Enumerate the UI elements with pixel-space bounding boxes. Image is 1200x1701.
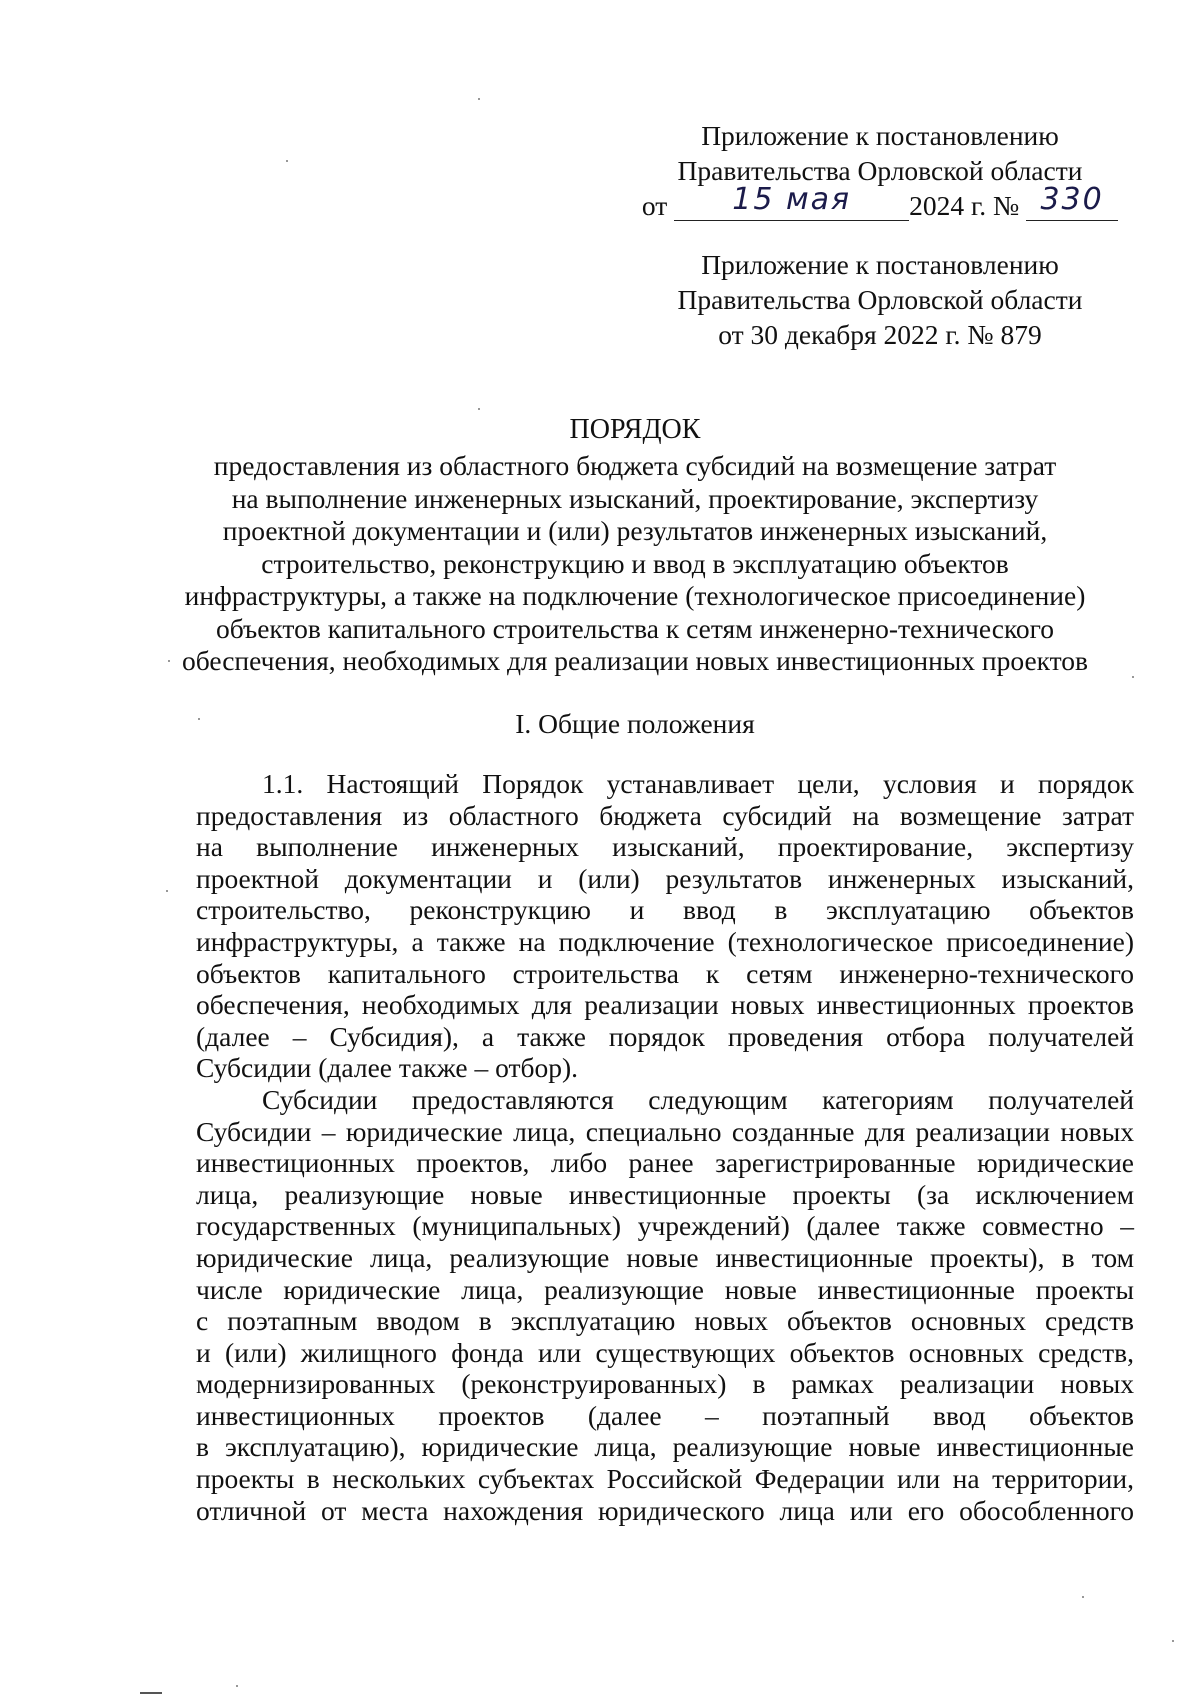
body-line: 1.1. Настоящий Порядок устанавливает цели, условия и порядок	[262, 768, 1134, 799]
body-line: и (или) жилищного фонда или существующих объектов основных средств,	[196, 1336, 1134, 1368]
body-line: предоставления из областного бюджета субсидий на возмещение затрат	[196, 799, 1134, 831]
scan-speck	[1082, 1596, 1084, 1598]
body-line: государственных (муниципальных) учреждений) (далее также совместно –	[196, 1210, 1134, 1242]
title-line: объектов капитального строительства к сетям инженерно-технического	[215, 612, 1055, 644]
title-line: инфраструктуры, а также на подключение (технологическое присоединение)	[184, 580, 1086, 611]
section-heading: I. Общие положения	[515, 708, 755, 739]
body-text	[196, 768, 1134, 1526]
approval-block-new	[600, 118, 1160, 223]
approval-block-old	[600, 247, 1160, 352]
scan-speck	[168, 660, 170, 662]
scan-speck	[236, 1685, 238, 1687]
scan-speck	[1132, 676, 1134, 678]
handwritten-number-field	[1026, 182, 1118, 221]
title-line: проектной документации и (или) результатов инженерных изысканий,	[222, 515, 1048, 546]
body-line: модернизированных (реконструированных) в рамках реализации новых	[196, 1368, 1134, 1400]
body-line: отличной от места нахождения юридического лица или его обособленного	[196, 1494, 1134, 1526]
approval-old-line-3: от 30 декабря 2022 г. № 879	[718, 319, 1042, 350]
body-line: лица, реализующие новые инвестиционные проекты (за исключением	[196, 1178, 1134, 1210]
date-prefix: от	[641, 190, 668, 221]
scan-speck	[1172, 1640, 1174, 1642]
body-line: инвестиционных проектов (далее – поэтапный ввод объектов	[196, 1399, 1134, 1431]
approval-date-line	[600, 182, 1160, 223]
scan-speck	[478, 408, 480, 410]
body-line: обеспечения, необходимых для реализации новых инвестиционных проектов	[196, 989, 1134, 1021]
body-line: инвестиционных проектов, либо ранее зарегистрированные юридические	[196, 1147, 1134, 1179]
body-line: Субсидии (далее также – отбор).	[196, 1052, 579, 1084]
title-line: обеспечения, необходимых для реализации новых инвестиционных проектов	[181, 645, 1089, 676]
body-line: Субсидии предоставляются следующим категориям получателей	[262, 1083, 1134, 1115]
approval-line-1: Приложение к постановлению	[701, 120, 1059, 151]
scan-speck	[166, 890, 168, 892]
body-line: проекты в нескольких субъектах Российской Федерации или на территории,	[196, 1463, 1134, 1495]
title-line: строительство, реконструкцию и ввод в эксплуатацию объектов	[261, 547, 1009, 579]
scan-speck	[286, 160, 288, 162]
body-line: Субсидии – юридические лица, специально созданные для реализации новых	[196, 1115, 1134, 1147]
body-line: (далее – Субсидия), а также порядок проведения отбора получателей	[196, 1020, 1134, 1052]
title-line: на выполнение инженерных изысканий, проектирование, экспертизу	[231, 482, 1039, 514]
handwritten-date: 15 мая	[732, 182, 852, 217]
body-line: юридические лица, реализующие новые инвестиционные проекты), в том	[196, 1241, 1134, 1273]
scan-edge-mark	[140, 1692, 162, 1694]
title-line: предоставления из областного бюджета субсидий на возмещение затрат	[213, 450, 1057, 481]
body-line: с поэтапным вводом в эксплуатацию новых объектов основных средств	[196, 1305, 1134, 1337]
approval-line-2: Правительства Орловской области	[677, 155, 1083, 186]
scan-speck	[478, 98, 480, 100]
body-line: объектов капитального строительства к сетям инженерно-технического	[196, 957, 1134, 989]
date-middle: 2024 г. №	[909, 190, 1020, 221]
title-heading: ПОРЯДОК	[569, 414, 701, 445]
document-title	[170, 412, 1100, 678]
body-line: числе юридические лица, реализующие новые инвестиционные проекты	[196, 1273, 1134, 1305]
body-line: в эксплуатацию), юридические лица, реализующие новые инвестиционные	[196, 1431, 1134, 1463]
body-line: проектной документации и (или) результатов инженерных изысканий,	[196, 862, 1134, 894]
handwritten-date-field	[674, 182, 909, 221]
handwritten-number: 330	[1040, 182, 1104, 217]
body-line: строительство, реконструкцию и ввод в эксплуатацию объектов	[196, 894, 1134, 926]
body-line: инфраструктуры, а также на подключение (технологическое присоединение)	[196, 925, 1134, 957]
approval-old-line-2: Правительства Орловской области	[677, 284, 1083, 315]
approval-old-line-1: Приложение к постановлению	[701, 249, 1059, 280]
body-line: на выполнение инженерных изысканий, проектирование, экспертизу	[196, 831, 1134, 863]
scan-speck	[198, 718, 200, 720]
